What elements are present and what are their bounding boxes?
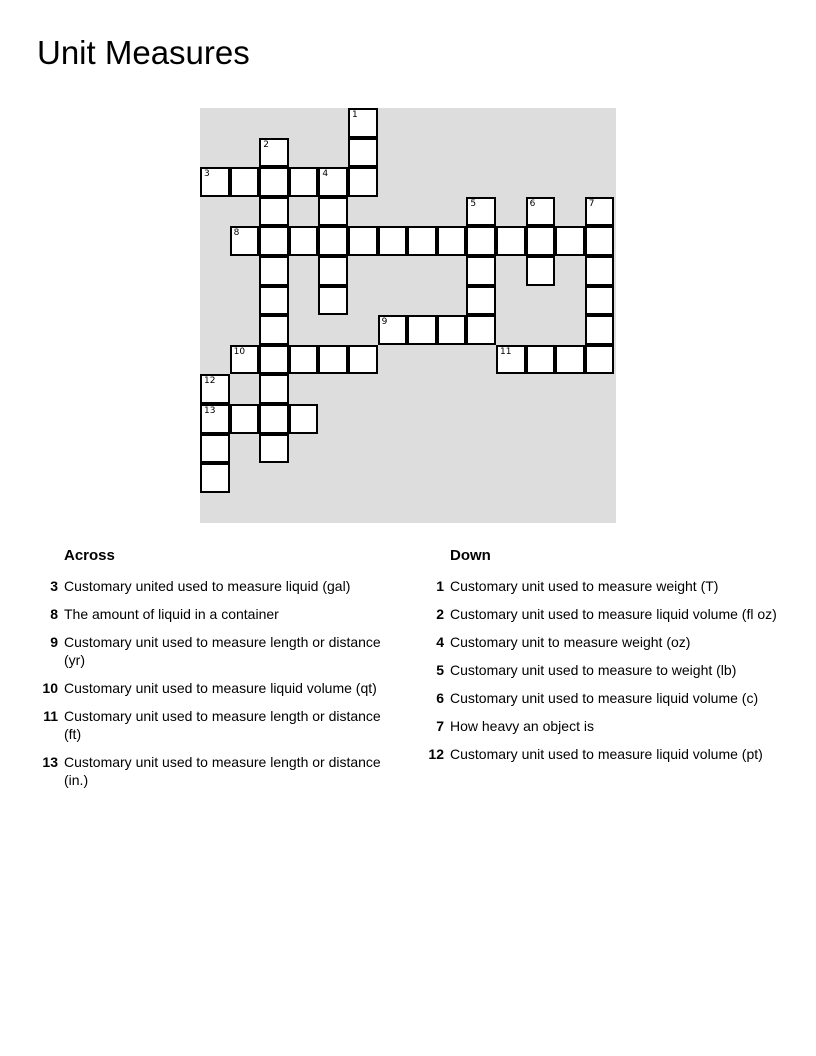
clue-text: Customary unit to measure weight (oz)	[450, 634, 691, 650]
grid-cell[interactable]	[259, 374, 289, 404]
cell-number: 7	[588, 198, 595, 209]
grid-cell[interactable]	[466, 197, 496, 227]
clue-number: 7	[436, 718, 444, 734]
grid-cell[interactable]	[259, 286, 289, 316]
across-clue	[36, 753, 396, 789]
grid-cell[interactable]	[348, 138, 378, 168]
across-heading: Across	[64, 547, 115, 564]
cell-number: 12	[204, 376, 216, 387]
grid-cell[interactable]	[526, 345, 556, 375]
grid-cell[interactable]	[348, 345, 378, 375]
grid-cell[interactable]	[437, 226, 467, 256]
clue-number: 10	[42, 680, 58, 696]
clue-text: Customary unit used to measure weight (T)	[450, 578, 719, 594]
clue-text: The amount of liquid in a container	[64, 606, 279, 622]
across-clues	[36, 546, 396, 799]
clue-number: 11	[43, 708, 58, 724]
cell-number: 1	[352, 110, 358, 120]
crossword-grid	[200, 108, 616, 523]
grid-cell[interactable]	[496, 345, 526, 375]
grid-cell[interactable]	[318, 226, 348, 256]
grid-cell[interactable]	[378, 315, 408, 345]
down-clue	[422, 605, 782, 623]
across-clue	[36, 707, 396, 743]
grid-cell[interactable]	[585, 286, 615, 316]
down-heading: Down	[450, 547, 491, 564]
grid-cell[interactable]	[585, 256, 615, 286]
grid-cell[interactable]	[555, 345, 585, 375]
grid-cell[interactable]	[407, 315, 437, 345]
grid-cell[interactable]	[289, 404, 319, 434]
clue-number: 6	[436, 690, 444, 706]
cell-number: 3	[204, 169, 210, 180]
clue-number: 12	[428, 746, 444, 762]
cell-number: 5	[470, 198, 477, 209]
down-clues	[422, 546, 782, 773]
clue-text: Customary unit used to measure length or distance (yr)	[64, 634, 381, 668]
grid-cell[interactable]	[526, 197, 556, 227]
grid-cell[interactable]	[200, 374, 230, 404]
grid-cell[interactable]	[318, 286, 348, 316]
grid-cell[interactable]	[466, 226, 496, 256]
cell-number: 9	[381, 317, 388, 328]
grid-cell[interactable]	[230, 167, 260, 197]
grid-cell[interactable]	[289, 167, 319, 197]
down-clue	[422, 717, 782, 735]
clue-text: Customary unit used to measure liquid volume (pt)	[450, 746, 763, 762]
grid-cell[interactable]	[259, 434, 289, 464]
clue-text: How heavy an object is	[450, 718, 594, 734]
grid-cell[interactable]	[318, 197, 348, 227]
cell-number: 8	[233, 228, 240, 239]
grid-cell[interactable]	[496, 226, 526, 256]
grid-cell[interactable]	[230, 404, 260, 434]
clue-text: Customary united used to measure liquid (gal)	[64, 578, 351, 594]
clue-text: Customary unit used to measure to weight (lb)	[450, 662, 737, 678]
grid-cell[interactable]	[585, 197, 615, 227]
grid-cell[interactable]	[200, 463, 230, 493]
grid-cell[interactable]	[555, 226, 585, 256]
clue-number: 9	[50, 634, 58, 650]
clue-text: Customary unit used to measure liquid volume (fl oz)	[450, 606, 777, 622]
clue-number: 1	[436, 578, 444, 594]
clue-number: 3	[50, 578, 58, 594]
grid-cell[interactable]	[259, 226, 289, 256]
grid-cell[interactable]	[289, 226, 319, 256]
grid-cell[interactable]	[437, 315, 467, 345]
down-clue-list	[422, 577, 782, 763]
grid-cell[interactable]	[259, 256, 289, 286]
grid-cell[interactable]	[318, 167, 348, 197]
grid-cell[interactable]	[585, 226, 615, 256]
grid-cell[interactable]	[259, 404, 289, 434]
down-clue	[422, 633, 782, 651]
grid-cell[interactable]	[318, 256, 348, 286]
clue-number: 2	[436, 606, 444, 622]
clue-number: 13	[42, 754, 58, 770]
grid-cell[interactable]	[259, 197, 289, 227]
grid-cell[interactable]	[348, 226, 378, 256]
grid-cell[interactable]	[230, 226, 260, 256]
clue-number: 8	[50, 606, 58, 622]
down-clue	[422, 577, 782, 595]
cell-number: 2	[263, 139, 269, 150]
page-title: Unit Measures	[37, 34, 250, 71]
grid-cell[interactable]	[230, 345, 260, 375]
clue-number: 5	[436, 662, 444, 678]
grid-cell[interactable]	[378, 226, 408, 256]
grid-cell[interactable]	[259, 345, 289, 375]
grid-cell[interactable]	[259, 138, 289, 168]
clue-text: Customary unit used to measure liquid volume (qt)	[64, 680, 377, 696]
grid-cell[interactable]	[259, 315, 289, 345]
grid-cell[interactable]	[585, 345, 615, 375]
grid-cell[interactable]	[466, 315, 496, 345]
clue-text: Customary unit used to measure length or distance (ft)	[64, 708, 381, 742]
across-clue	[36, 605, 396, 623]
grid-cell[interactable]	[466, 256, 496, 286]
grid-cell[interactable]	[466, 286, 496, 316]
grid-cell[interactable]	[585, 315, 615, 345]
cell-number: 10	[233, 346, 246, 357]
grid-cell[interactable]	[318, 345, 348, 375]
across-clue	[36, 679, 396, 697]
cell-number: 11	[500, 346, 512, 357]
clue-number: 4	[436, 634, 444, 650]
down-clue	[422, 689, 782, 707]
grid-cell[interactable]	[200, 404, 230, 434]
grid-cell[interactable]	[289, 345, 319, 375]
cell-number: 6	[529, 198, 536, 209]
grid-cell[interactable]	[200, 434, 230, 464]
grid-cell[interactable]	[526, 226, 556, 256]
clue-text: Customary unit used to measure length or distance (in.)	[64, 754, 381, 788]
cell-number: 4	[322, 169, 329, 180]
grid-cell[interactable]	[348, 167, 378, 197]
down-clue	[422, 661, 782, 679]
grid-cell[interactable]	[200, 167, 230, 197]
grid-cell[interactable]	[348, 108, 378, 138]
grid-cell[interactable]	[259, 167, 289, 197]
across-clue-list	[36, 577, 396, 789]
grid-cell[interactable]	[407, 226, 437, 256]
grid-cell[interactable]	[526, 256, 556, 286]
across-clue	[36, 633, 396, 669]
clue-text: Customary unit used to measure liquid volume (c)	[450, 690, 759, 706]
cell-number: 13	[204, 406, 216, 416]
across-clue	[36, 577, 396, 595]
down-clue	[422, 745, 782, 763]
